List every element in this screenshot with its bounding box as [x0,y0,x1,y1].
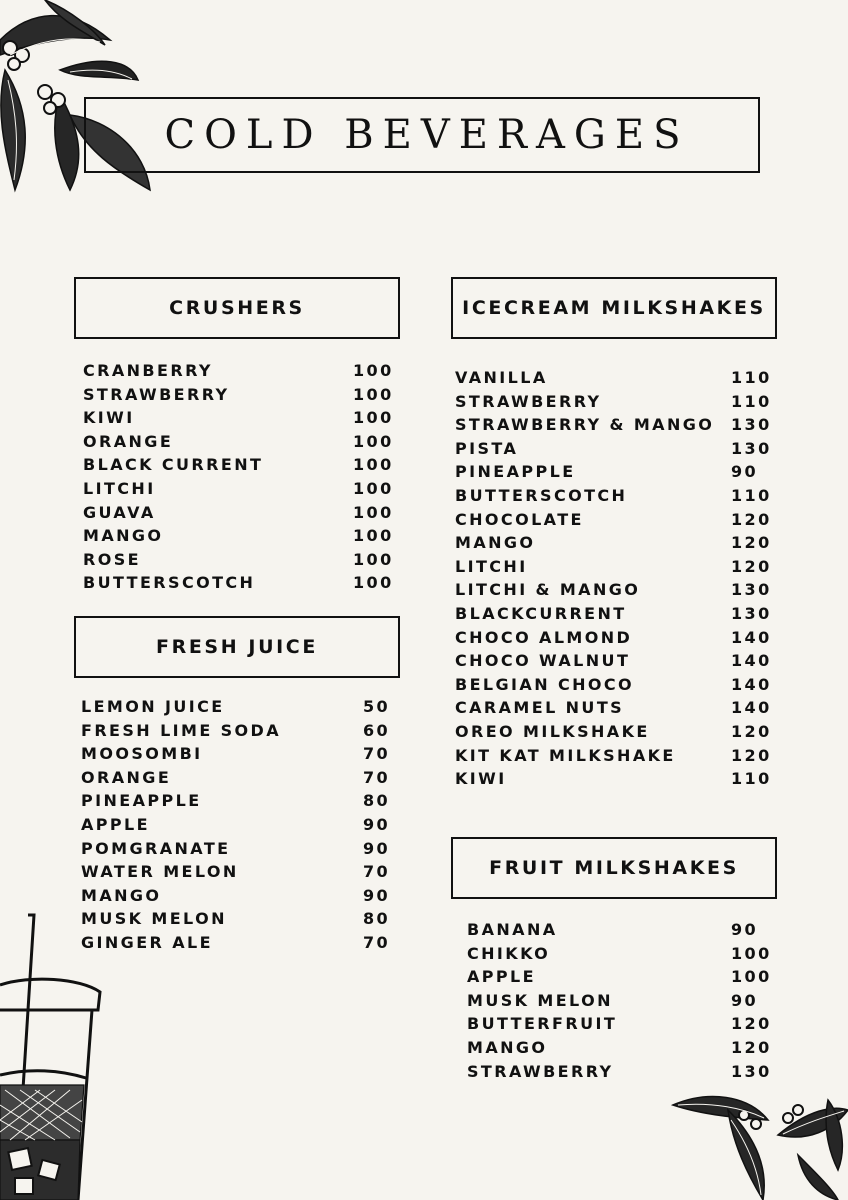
section-header-crushers [74,277,400,339]
list-item [83,501,403,525]
item-name: VANILLA [455,368,548,387]
list-item [455,484,775,508]
item-price: 90 [363,814,391,834]
list-item [455,366,775,390]
item-name: ROSE [83,549,141,569]
list-item [83,524,403,548]
item-price: 130 [731,603,772,623]
item-price: 100 [353,526,394,546]
list-item [83,477,403,501]
list-item [83,406,403,430]
list-item [81,695,401,719]
item-name: GINGER ALE [81,932,213,952]
item-price: 50 [363,697,391,716]
item-name: CARAMEL NUTS [455,698,625,718]
item-name: LEMON JUICE [81,697,225,716]
item-name: GUAVA [83,502,156,522]
item-name: MANGO [83,526,164,546]
item-price: 90 [731,990,759,1010]
item-name: OREO MILKSHAKE [455,721,650,741]
item-price: 100 [353,502,394,522]
list-item [83,383,403,407]
list-item [455,767,775,791]
list-item [81,719,401,743]
item-name: MANGO [467,1037,548,1057]
item-name: APPLE [81,814,150,834]
list-item [467,965,777,989]
list-item [455,720,775,744]
item-name: MANGO [455,533,536,553]
list-item [467,942,777,966]
item-name: LITCHI & MANGO [455,580,641,600]
section-title: FRUIT MILKSHAKES [489,857,739,879]
item-name: PINEAPPLE [455,462,576,482]
item-name: POMGRANATE [81,838,231,858]
item-name: FRESH LIME SODA [81,720,282,740]
list-item [455,626,775,650]
item-name: APPLE [467,967,536,987]
list-item [455,673,775,697]
list-item [455,696,775,720]
icecream-milkshakes-list [455,366,775,791]
item-name: ORANGE [83,431,174,451]
item-price: 100 [353,549,394,569]
item-name: CHOCOLATE [455,509,584,529]
item-name: BLACKCURRENT [455,603,627,623]
page-title: COLD BEVERAGES [164,112,690,158]
item-price: 100 [353,431,394,451]
item-price: 120 [731,1037,772,1057]
list-item [455,390,775,414]
list-item [81,860,401,884]
item-name: BLACK CURRENT [83,455,264,475]
item-name: MUSK MELON [467,990,613,1010]
section-header-icecream-milkshakes [451,277,777,339]
item-price: 130 [731,438,772,458]
item-name: LITCHI [83,478,156,498]
list-item [467,918,777,942]
section-title: ICECREAM MILKSHAKES [462,297,766,319]
item-price: 90 [731,462,759,482]
item-price: 110 [731,368,772,387]
item-price: 90 [363,885,391,905]
list-item [467,1036,777,1060]
item-name: KIWI [83,408,135,428]
section-header-fruit-milkshakes [451,837,777,899]
item-price: 100 [731,967,772,987]
item-price: 120 [731,721,772,741]
item-name: ORANGE [81,767,172,787]
item-name: BUTTERFRUIT [467,1014,618,1034]
section-header-fresh-juice [74,616,400,678]
list-item [455,744,775,768]
item-name: STRAWBERRY [83,384,230,404]
list-item [467,1012,777,1036]
item-name: PINEAPPLE [81,791,202,811]
item-price: 130 [731,415,772,435]
list-item [83,430,403,454]
fresh-juice-list [81,695,401,955]
item-price: 80 [363,909,391,929]
item-price: 100 [353,384,394,404]
item-name: STRAWBERRY & MANGO [455,415,715,435]
list-item [455,531,775,555]
crushers-list [83,359,403,595]
list-item [83,548,403,572]
item-price: 120 [731,745,772,765]
section-title: CRUSHERS [169,297,305,319]
item-name: MUSK MELON [81,909,227,929]
list-item [83,571,403,595]
item-name: CHIKKO [467,943,551,963]
item-price: 120 [731,1014,772,1034]
list-item [83,453,403,477]
item-price: 130 [731,1061,772,1081]
item-price: 120 [731,556,772,576]
item-name: CRANBERRY [83,361,213,380]
item-name: MANGO [81,885,162,905]
item-price: 90 [731,920,759,939]
item-price: 80 [363,791,391,811]
item-price: 100 [353,455,394,475]
fruit-milkshakes-list [467,918,777,1083]
item-name: STRAWBERRY [455,391,602,411]
item-name: STRAWBERRY [467,1061,614,1081]
item-price: 140 [731,627,772,647]
list-item [81,789,401,813]
item-price: 100 [353,408,394,428]
item-price: 140 [731,651,772,671]
list-item [455,460,775,484]
list-item [455,555,775,579]
iced-drink-cup-icon [0,910,110,1200]
list-item [81,813,401,837]
item-price: 70 [363,767,391,787]
section-title: FRESH JUICE [156,636,318,658]
list-item [467,989,777,1013]
item-price: 100 [353,478,394,498]
item-name: KIWI [455,769,507,789]
item-name: CHOCO WALNUT [455,651,631,671]
item-price: 100 [353,573,394,593]
item-price: 140 [731,674,772,694]
item-price: 120 [731,533,772,553]
list-item [455,602,775,626]
list-item [81,766,401,790]
list-item [455,578,775,602]
list-item [455,437,775,461]
item-price: 70 [363,744,391,764]
item-price: 130 [731,580,772,600]
coffee-branch-icon [668,1080,848,1200]
item-name: BELGIAN CHOCO [455,674,635,694]
item-price: 110 [731,391,772,411]
item-price: 110 [731,769,772,789]
item-price: 70 [363,932,391,952]
item-name: LITCHI [455,556,528,576]
list-item [81,931,401,955]
list-item [455,413,775,437]
list-item [81,837,401,861]
list-item [83,359,403,383]
item-name: BUTTERSCOTCH [455,485,628,505]
item-name: PISTA [455,438,519,458]
item-name: BUTTERSCOTCH [83,573,256,593]
item-price: 140 [731,698,772,718]
list-item [455,508,775,532]
item-price: 60 [363,720,391,740]
item-name: WATER MELON [81,862,239,882]
title-frame [84,97,760,173]
item-price: 100 [731,943,772,963]
item-name: KIT KAT MILKSHAKE [455,745,676,765]
item-price: 70 [363,862,391,882]
list-item [81,884,401,908]
item-price: 110 [731,485,772,505]
list-item [81,907,401,931]
item-price: 120 [731,509,772,529]
item-name: MOOSOMBI [81,744,203,764]
item-name: CHOCO ALMOND [455,627,633,647]
item-price: 100 [353,361,394,380]
item-name: BANANA [467,920,558,939]
list-item [81,742,401,766]
item-price: 90 [363,838,391,858]
list-item [455,649,775,673]
